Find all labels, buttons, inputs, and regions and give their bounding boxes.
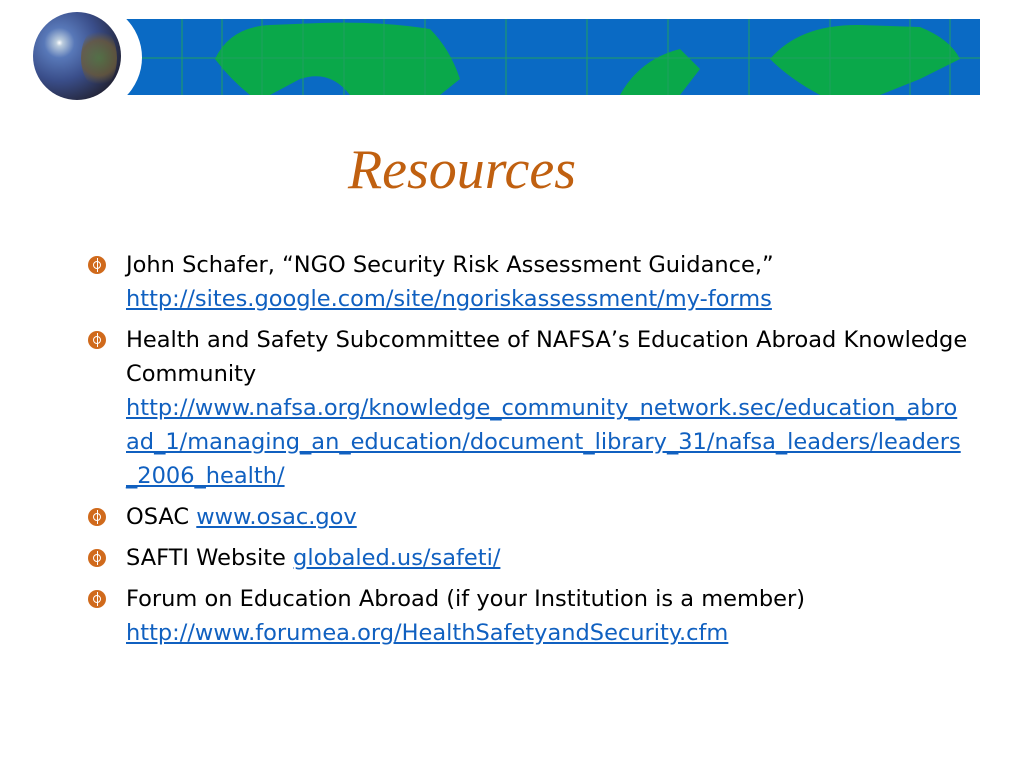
world-map-banner (120, 19, 980, 95)
list-item: John Schafer, “NGO Security Risk Assessment Guidance,” http://sites.google.com/site/ngoriskassessment/my-forms (88, 248, 968, 316)
resource-link[interactable]: www.osac.gov (196, 504, 357, 530)
bullet-icon (88, 256, 106, 274)
slide-title: Resources (347, 139, 577, 201)
bullet-icon (88, 331, 106, 349)
list-item: Health and Safety Subcommittee of NAFSA’s Education Abroad Knowledge Community http://www.nafsa.org/knowledge_community_network.sec/education_abroad_1/managing_an_education/document_library_31/nafsa_leaders/leaders_2006_health/ (88, 323, 968, 493)
resource-list (88, 248, 968, 657)
resource-link[interactable]: http://www.nafsa.org/knowledge_community_network.sec/education_abroad_1/managing_an_education/document_library_31/nafsa_leaders/leaders_2006_health/ (126, 395, 961, 489)
list-item: SAFTI Website globaled.us/safeti/ (88, 541, 968, 575)
resource-link[interactable]: http://www.forumea.org/HealthSafetyandSecurity.cfm (126, 620, 729, 646)
bullet-icon (88, 549, 106, 567)
list-item: Forum on Education Abroad (if your Institution is a member) http://www.forumea.org/HealthSafetyandSecurity.cfm (88, 582, 968, 650)
resource-link[interactable]: http://sites.google.com/site/ngoriskassessment/my-forms (126, 286, 772, 312)
resource-link[interactable]: globaled.us/safeti/ (293, 545, 501, 571)
bullet-icon (88, 508, 106, 526)
globe-icon (33, 12, 121, 100)
map-graphic (120, 19, 980, 95)
list-item: OSAC www.osac.gov (88, 500, 968, 534)
bullet-icon (88, 590, 106, 608)
